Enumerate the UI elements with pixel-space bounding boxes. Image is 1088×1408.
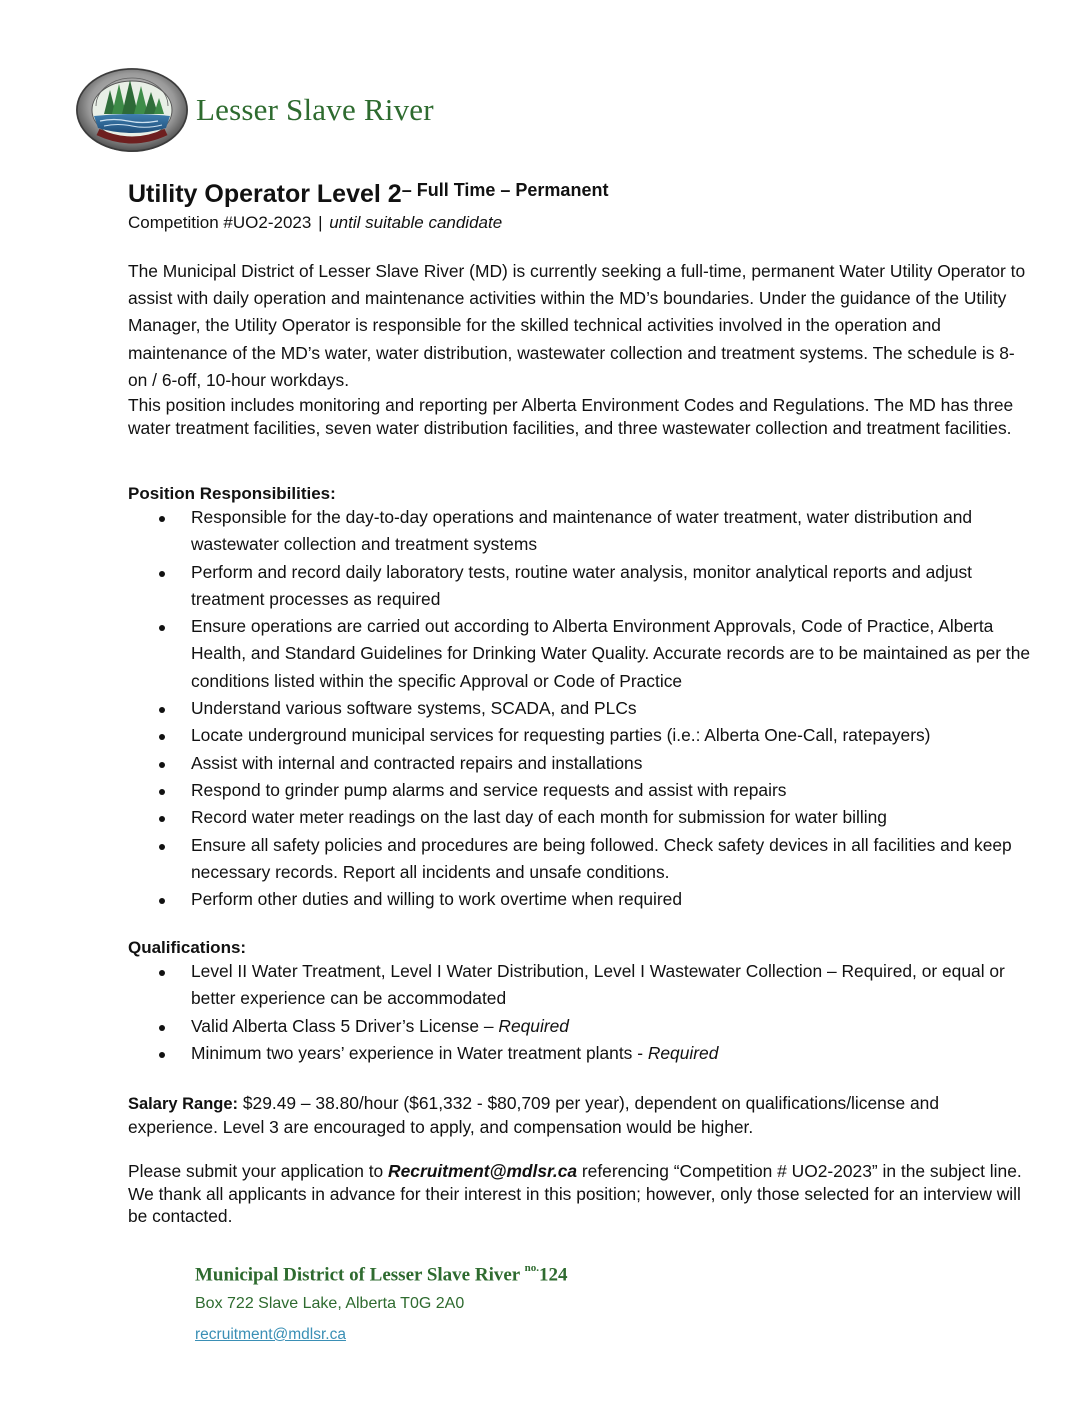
header <box>74 66 434 154</box>
intro-paragraph: The Municipal District of Lesser Slave River (MD) is currently seeking a full-time, permanent Water Utility Operator to assist with daily operation and maintenance activities within the MD’s boundaries. Under the guidance of the Utility Manager, the Utility Operator is responsible for the skilled technical activities involved in the operation and maintenance of the MD’s water, water distribution, wastewater collection and treatment systems. The schedule is 8-on / 6-off, 10-hour workdays. <box>128 261 1026 390</box>
qualifications-list <box>155 958 1035 1067</box>
salary-paragraph <box>128 1092 1028 1138</box>
bullet-icon <box>159 516 165 522</box>
bullet-icon <box>159 789 165 795</box>
bullet-icon <box>159 762 165 768</box>
list-item: Understand various software systems, SCADA, and PLCs <box>155 695 1035 722</box>
intro-paragraph-2: This position includes monitoring and reporting per Alberta Environment Codes and Regulations. The MD has three water treatment facilities, seven water distribution facilities, and three wastewater collection and treatment facilities. <box>128 395 1014 438</box>
md-logo-icon <box>74 66 190 154</box>
page-title <box>128 180 608 209</box>
bullet-icon <box>159 1025 165 1031</box>
bullet-icon <box>159 734 165 740</box>
list-item: Minimum two years’ experience in Water treatment plants - Required <box>155 1040 1035 1067</box>
salary-label: Salary Range: <box>128 1095 239 1113</box>
bullet-icon <box>159 844 165 850</box>
responsibilities-list <box>155 504 1035 913</box>
salary-text: $29.49 – 38.80/hour ($61,332 - $80,709 per year), dependent on qualifications/license and experience. Level 3 are encouraged to apply, and compensation would be higher. <box>128 1093 940 1137</box>
competition-line <box>128 213 502 233</box>
responsibilities-heading: Position Responsibilities: <box>128 484 336 503</box>
bullet-icon <box>159 707 165 713</box>
deadline: until suitable candidate <box>329 213 503 232</box>
list-item: Assist with internal and contracted repairs and installations <box>155 750 1035 777</box>
qualifications-heading: Qualifications: <box>128 938 247 957</box>
bullet-icon <box>159 970 165 976</box>
list-item: Perform and record daily laboratory tests, routine water analysis, monitor analytical reports and adjust treatment processes as required <box>155 559 1035 614</box>
recruitment-email-inline[interactable]: Recruitment@mdlsr.ca <box>388 1161 578 1181</box>
competition-number: Competition #UO2-2023 <box>128 213 312 232</box>
application-instructions: Please submit your application to Recruitment@mdlsr.ca referencing “Competition # UO2-2023” in the subject line. We thank all applicants in advance for their interest in this position; however, only those selected for an interview will be contacted. <box>128 1161 1022 1226</box>
list-item: Locate underground municipal services for requesting parties (i.e.: Alberta One-Call, ratepayers) <box>155 722 1035 749</box>
footer-email-link[interactable]: recruitment@mdlsr.ca <box>195 1326 346 1343</box>
list-item: Respond to grinder pump alarms and service requests and assist with repairs <box>155 777 1035 804</box>
bullet-icon <box>159 816 165 822</box>
list-item: Level II Water Treatment, Level I Water Distribution, Level I Wastewater Collection – Required, or equal or better experience can be accommodated <box>155 958 1035 1013</box>
org-name: Lesser Slave River <box>196 92 434 127</box>
footer-org-name: Municipal District of Lesser Slave River $^{no.}$124 <box>195 1262 568 1286</box>
separator: | <box>318 213 323 232</box>
list-item: Valid Alberta Class 5 Driver’s License – Required <box>155 1013 1035 1040</box>
bullet-icon <box>159 1052 165 1058</box>
list-item: Perform other duties and willing to work overtime when required <box>155 886 1035 913</box>
job-type: – Full Time – Permanent <box>401 180 609 200</box>
list-item: Ensure operations are carried out according to Alberta Environment Approvals, Code of Practice, Alberta Health, and Standard Guidelines for Drinking Water Quality. Accurate records are to be maintained as per the conditions listed within the specific Approval or Code of Practice <box>155 613 1035 695</box>
list-item: Record water meter readings on the last day of each month for submission for water billing <box>155 804 1035 831</box>
bullet-icon <box>159 571 165 577</box>
footer-address: Box 722 Slave Lake, Alberta T0G 2A0 <box>195 1295 465 1312</box>
job-title: Utility Operator Level 2 <box>128 180 402 208</box>
list-item: Ensure all safety policies and procedures are being followed. Check safety devices in all facilities and keep necessary records. Report all incidents and unsafe conditions. <box>155 832 1035 887</box>
bullet-icon <box>159 625 165 631</box>
list-item: Responsible for the day-to-day operations and maintenance of water treatment, water distribution and wastewater collection and treatment systems <box>155 504 1035 559</box>
bullet-icon <box>159 898 165 904</box>
